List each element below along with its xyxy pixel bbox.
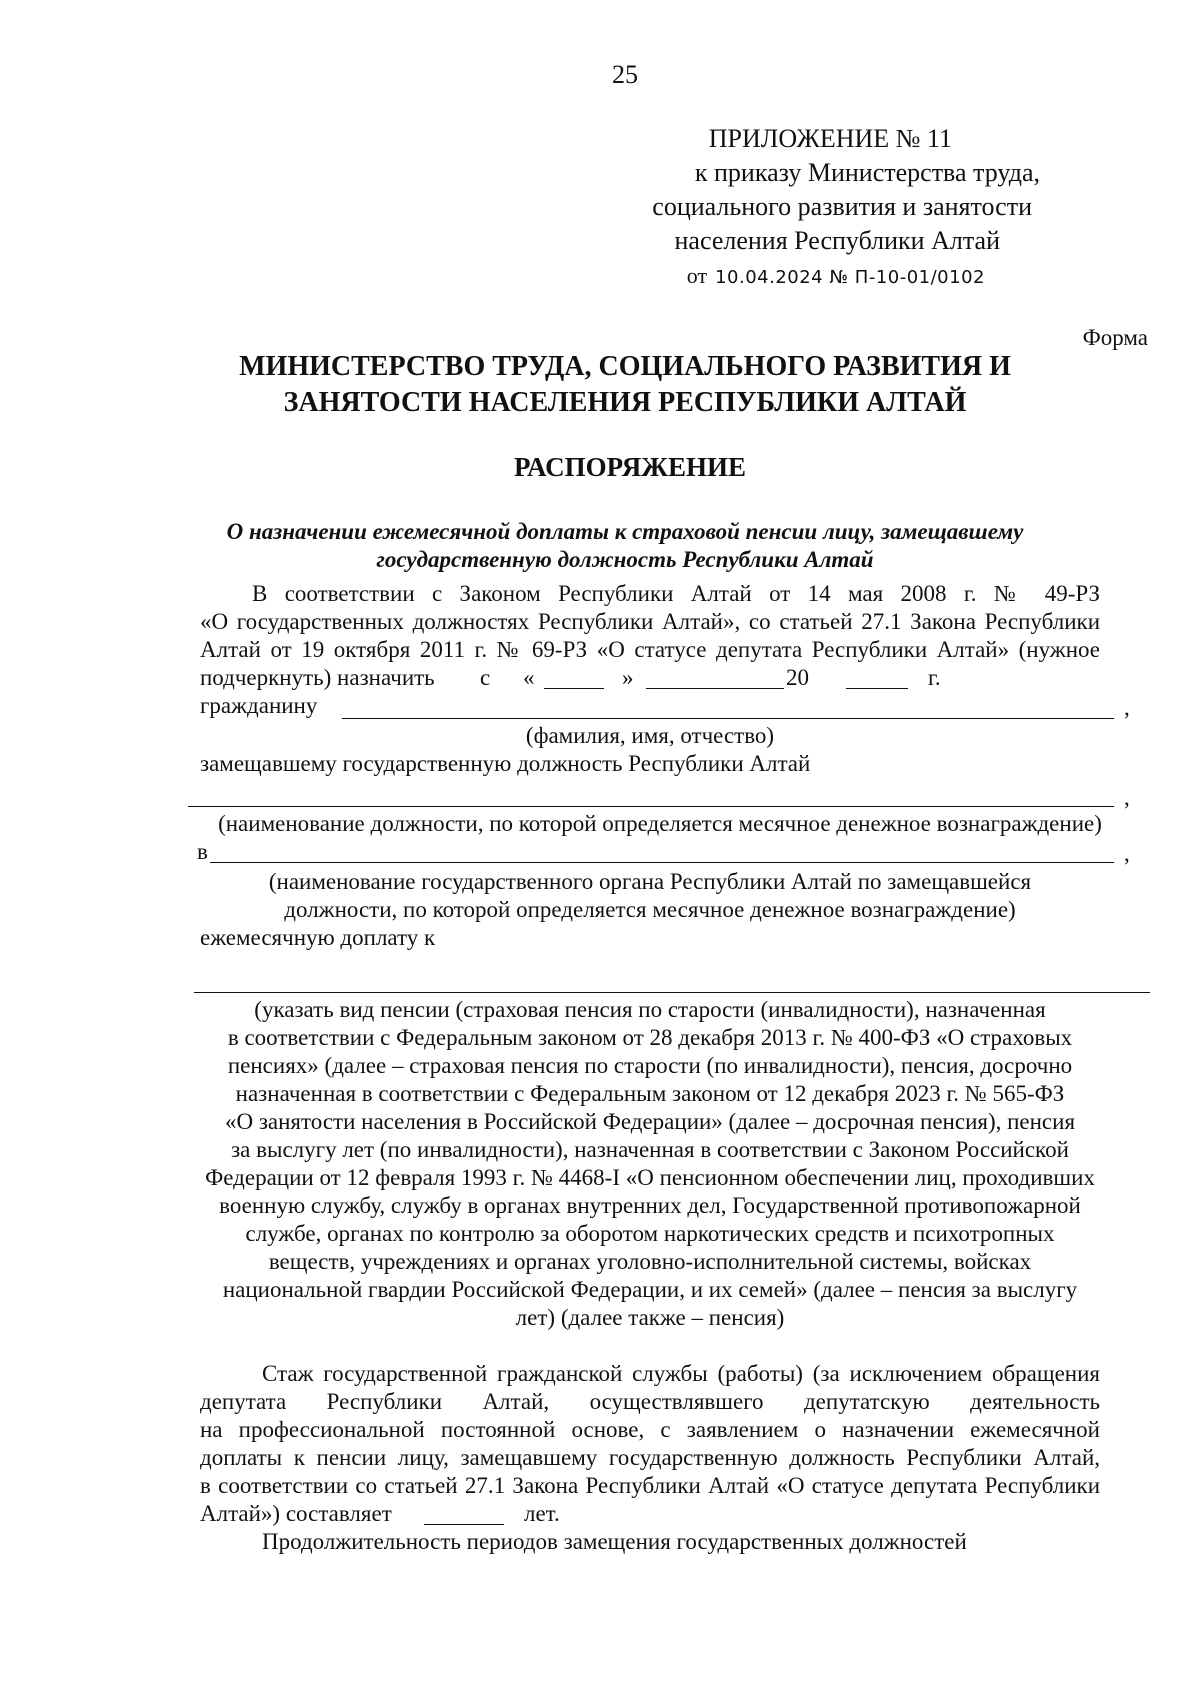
p1-line2	[200, 608, 1100, 636]
day-blank[interactable]	[544, 688, 604, 689]
from-label: с	[480, 665, 491, 690]
service-length-label: Алтай») составляет	[200, 1501, 392, 1526]
p1-line1	[252, 580, 1100, 608]
organ-blank[interactable]	[210, 862, 1114, 863]
p2-line5	[200, 1472, 1100, 1500]
pension-caption-line: в соответствии с Федеральным законом от 28 декабря 2013 г. № 400-ФЗ «О страховых	[227, 1025, 1073, 1050]
open-quote: «	[523, 665, 535, 690]
fio-caption: (фамилия, имя, отчество)	[525, 723, 775, 748]
year-suffix: г.	[928, 665, 941, 690]
year-blank[interactable]	[846, 688, 908, 689]
pension-caption-line: лет) (далее также – пенсия)	[515, 1305, 785, 1330]
appendix-date-number: 10.04.2024 № П-10-01/0102	[715, 267, 985, 288]
p2-line2	[200, 1388, 1100, 1416]
appendix-date	[687, 258, 985, 295]
p1-line1-text: В соответствии с Законом Республики Алтай от 14 мая 2008 г. № 49-РЗ	[252, 581, 1100, 606]
order-subject: О назначении ежемесячной доплаты к страховой пенсии лицу, замещавшему государственную должность Республики Алтай	[226, 519, 1024, 572]
appoint-label: подчеркнуть) назначить	[200, 665, 435, 690]
pension-caption-line: пенсиях» (далее – страховая пенсия по старости (по инвалидности), пенсия, досрочно	[227, 1053, 1073, 1078]
pension-caption-line: (указать вид пенсии (страховая пенсия по старости (инвалидности), назначенная	[254, 997, 1046, 1022]
appendix-region-line: населения Республики Алтай	[674, 226, 1000, 255]
position-comma: ,	[1124, 785, 1130, 810]
p2-line4-text: доплаты к пенсии лицу, замещавшему государственную должность Республики Алтай,	[200, 1445, 1100, 1470]
organ-caption-2: должности, по которой определяется месячное денежное вознаграждение)	[284, 897, 1016, 922]
appendix-number: ПРИЛОЖЕНИЕ № 11	[708, 124, 952, 153]
years-label: лет.	[524, 1501, 560, 1526]
organ-comma: ,	[1124, 841, 1130, 866]
order-title: РАСПОРЯЖЕНИЕ	[513, 452, 747, 482]
pension-caption-line: Федерации от 12 февраля 1993 г. № 4468-I «О пенсионном обеспечении лиц, проходивших	[205, 1165, 1095, 1190]
p2-line5-text: в соответствии со статьей 27.1 Закона Республики Алтай «О статусе депутата Республики	[200, 1473, 1100, 1498]
pension-caption-line: службе, органах по контролю за оборотом наркотических средств и психотропных	[245, 1221, 1055, 1246]
pension-type-blank[interactable]	[194, 992, 1150, 993]
position-blank[interactable]	[188, 806, 1114, 807]
pension-caption-line: веществ, учреждениях и органах уголовно-исполнительной системы, войсках	[268, 1249, 1032, 1274]
month-blank[interactable]	[646, 688, 784, 689]
p1-line3-text: Алтай от 19 октября 2011 г. № 69-РЗ «О статусе депутата Республики Алтай» (нужное	[200, 637, 1100, 662]
pension-caption-line: военную службу, службу в органах внутренних дел, Государственной противопожарной	[219, 1193, 1081, 1218]
p1-line3	[200, 636, 1100, 664]
pension-caption-line: назначенная в соответствии с Федеральным законом от 12 декабря 2023 г. № 565-ФЗ	[235, 1081, 1065, 1106]
ministry-title: МИНИСТЕРСТВО ТРУДА, СОЦИАЛЬНОГО РАЗВИТИЯ И ЗАНЯТОСТИ НАСЕЛЕНИЯ РЕСПУБЛИКИ АЛТАЙ	[239, 351, 1011, 418]
position-caption: (наименование должности, по которой определяется месячное денежное вознаграждение)	[218, 811, 1102, 836]
in-label: в	[197, 839, 208, 864]
p2-line1-text: Стаж государственной гражданской службы (работы) (за исключением обращения	[262, 1361, 1100, 1386]
fio-blank[interactable]	[342, 718, 1114, 719]
p1-line2-text: «О государственных должностях Республики Алтай», со статьей 27.1 Закона Республики	[200, 609, 1100, 634]
appendix-ministry-line: социального развития и занятости	[652, 192, 1032, 221]
fio-comma: ,	[1124, 695, 1130, 720]
pension-caption-line: «О занятости населения в Российской Федерации» (далее – досрочная пенсия), пенсия	[224, 1109, 1076, 1134]
p2-line3	[200, 1416, 1100, 1444]
p2-line2-text: депутата Республики Алтай, осуществлявшего депутатскую деятельность	[200, 1389, 1100, 1414]
service-years-blank[interactable]	[424, 1524, 504, 1525]
organ-caption-1: (наименование государственного органа Республики Алтай по замещавшейся	[268, 869, 1032, 894]
held-position-label: замещавшему государственную должность Республики Алтай	[200, 751, 811, 776]
form-label: Форма	[1082, 325, 1148, 350]
close-quote: »	[622, 665, 634, 690]
p2-line4	[200, 1444, 1100, 1472]
page-number: 25	[612, 60, 638, 89]
appendix-date-prefix: от	[686, 263, 708, 288]
pension-caption-line: национальной гвардии Российской Федерации, и их семей» (далее – пенсия за выслугу	[222, 1277, 1078, 1302]
year-prefix: 20	[786, 665, 809, 690]
supplement-label: ежемесячную доплату к	[200, 925, 436, 950]
appendix-order-line: к приказу Министерства труда,	[694, 158, 1040, 187]
p3-line: Продолжительность периодов замещения государственных должностей	[262, 1529, 967, 1554]
p2-line3-text: на профессиональной постоянной основе, с заявлением о назначении ежемесячной	[200, 1417, 1100, 1442]
citizen-label: гражданину	[200, 693, 318, 718]
pension-caption-line: за выслугу лет (по инвалидности), назначенная в соответствии с Законом Российской	[231, 1137, 1069, 1162]
p2-line1	[262, 1360, 1100, 1388]
